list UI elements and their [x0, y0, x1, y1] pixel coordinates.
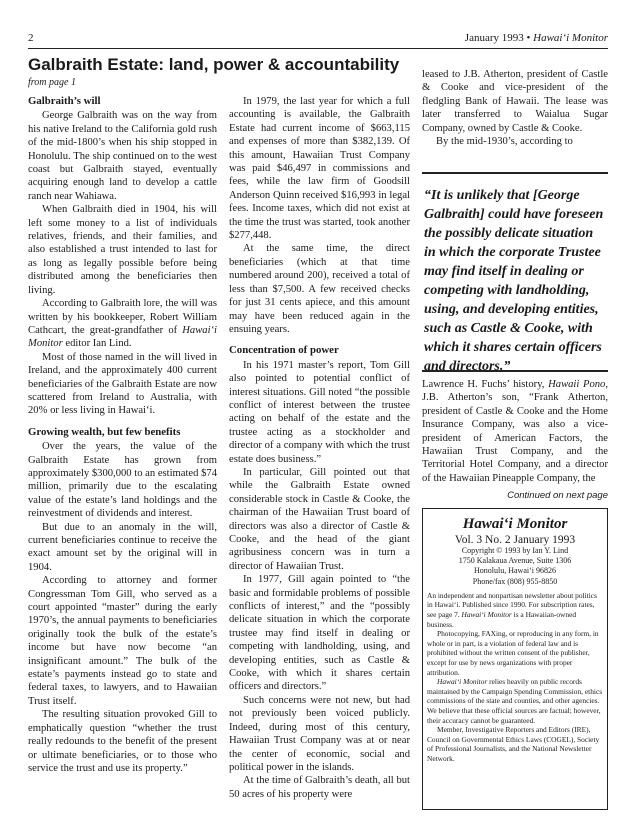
article-column-3-top	[422, 68, 608, 148]
paragraph: According to attorney and former Congressman Tom Gill, who served as a court appointed “master” during the early 1970’s, the annual payments to beneficiaries originally took the bulk of the estate’s income but have now become “an insignificant amount.” The bulk of the estate’s payments instead go to state and federal taxes, to lawyers, and to Hawaiian Trust itself.	[28, 575, 217, 707]
continued-from-label: from page 1	[28, 77, 76, 88]
page-header	[28, 30, 608, 49]
continued-on-next-page: Continued on next page	[507, 490, 608, 501]
paragraph: By the mid-1930’s, according to	[436, 136, 573, 148]
issue-date: January 1993	[464, 32, 524, 44]
article-headline: Galbraith Estate: land, power & accountability	[28, 55, 400, 74]
infobox-paragraph: Hawai‘i Monitor relies heavily on public records maintained by the Campaign Spending Commission, ethics commissions of the state and counties, and other agencies. We believe that these official sources are factual; however, their accuracy cannot be guaranteed.	[427, 677, 603, 725]
section-heading: Galbraith’s will	[28, 95, 101, 107]
paragraph: Over the years, the value of the Galbraith Estate has grown from approximately $300,000 to an estimated $74 million, primarily due to the escalating value of the estate’s land holdings and the reinvestment of dividends and interest.	[28, 441, 217, 520]
pull-quote-text: “It is unlikely that [George Galbraith] could have foreseen the possibly delicate situation in which the corporate Trustee may find itself in dealing or competing with landholding, using, and developing entities, such as Castle & Cooke, with which it shares certain officers and directors.”	[424, 188, 604, 374]
paragraph: In 1979, the last year for which a full accounting is available, the Galbraith Estate had current income of $663,115 and expenses of more than $382,139. Of this amount, Hawaiian Trust Company was paid $46,497 in commissions and fees, while the law firm of Goodsill Anderson Quinn received $16,993 in legal fees. Income taxes, which did not exist at the time the trust was started, took another $277,448.	[229, 96, 410, 242]
paragraph: But due to an anomaly in the will, current beneficiaries continue to receive the exact amount set by the original will in 1904.	[28, 521, 217, 573]
infobox-phone: Phone/fax (808) 955-8850	[472, 576, 558, 586]
paragraph: Most of those named in the will lived in Ireland, and the approximately 400 current beneficiaries of the Galbraith Estate are now scattered from Ireland to Australia, with 20% or less living in Hawai‘i.	[28, 351, 217, 417]
paragraph: Lawrence H. Fuchs’ history, Hawaii Pono, J.B. Atherton’s son, “Frank Atherton, president of Castle & Cooke and the Home Insurance Company, was also a vice-president of American Factors, the Hawaiian Trust Company, and the Territorial Hotel Company, and a director of the Hawaiian Pineapple Company, the	[422, 379, 608, 484]
page-number: 2	[28, 32, 34, 44]
paragraph: At the same time, the direct beneficiaries (which at that time numbered around 200), received a total of less than $7,500. A few received checks for just 31 cents apiece, and this amount may have been reduced again in the ensuing years.	[229, 243, 410, 335]
masthead-info-box	[422, 508, 608, 810]
book-title-inline: Hawaii Pono	[548, 379, 606, 390]
paragraph: Such concerns were not new, but had not previously been voiced publicly. Indeed, during most of this century, Hawaiian Trust Company was at or near the center of economic, social and political power in the islands.	[229, 694, 410, 773]
infobox-copyright: Copyright © 1993 by Ian Y. Lind	[461, 546, 569, 555]
paragraph: In particular, Gill pointed out that while the Galbraith Estate owned considerable stock in Castle & Cooke, the chairman of the Hawaiian Trust board of directors was also a director of Castle & Cooke, and the head of the giant agribusiness concern was in turn a director of Hawaiian Trust.	[229, 466, 410, 572]
running-masthead	[465, 32, 608, 44]
paragraph: The resulting situation provoked Gill to emphatically question “whether the trust really redounds to the benefit of the present or ultimate beneficiaries, or to those who service the trust and use its property.”	[28, 709, 217, 774]
pull-quote	[422, 172, 608, 372]
article-column-3-bottom	[422, 378, 608, 485]
infobox-address-line-1: 1750 Kalakaua Avenue, Suite 1306	[458, 556, 572, 566]
paragraph: When Galbraith died in 1904, his will left some money to a list of individuals relatives, friends, and their families, and also established a trust intended to last for as long as legally possible before being distributed among the beneficiaries then living.	[28, 204, 217, 296]
infobox-description	[427, 591, 603, 764]
paragraph: In 1977, Gill again pointed to “the basic and formidable problems of possible conflicts of interest,” and the “possibly delicate situation in which the corporate trustee may find itself in dealing or competing with landholding, using, and developing entities, such as Castle & Cooke, with which it shares certain officers and directors.”	[229, 574, 410, 693]
paragraph: leased to J.B. Atherton, president of Castle & Cooke and vice-president of the fledgling Bank of Hawaii. The lease was later transferred to Waialua Sugar Company, owned by Castle & Cooke.	[422, 69, 608, 134]
section-heading: Concentration of power	[229, 344, 339, 357]
infobox-paragraph: Photocopying, FAXing, or reproducing in any form, in whole or in part, is a violation of federal law and is prohibited without the written consent of the publisher, except for use by news organizations with proper attribution.	[427, 629, 599, 677]
infobox-paragraph: Member, Investigative Reporters and Editors (IRE), Council on Governmental Ethics Laws (COGEL), Society of Professional Journalists, and the National Newsletter Network.	[427, 725, 600, 763]
publication-name-inline: Hawai‘i Monitor	[28, 324, 217, 350]
article-column-1	[28, 95, 217, 775]
bullet-separator: •	[526, 32, 531, 44]
paragraph: George Galbraith was on the way from his native Ireland to the California gold rush of the mid-1800’s when his ship stopped in Honolulu. The ship continued on to the west coast but Galbraith stayed, eventually acquiring enough land to develop a cattle ranch near Wahiawa.	[28, 110, 217, 202]
article-column-2	[229, 95, 410, 801]
section-heading: Growing wealth, but few benefits	[28, 425, 181, 438]
infobox-title: Hawai‘i Monitor	[462, 516, 568, 532]
infobox-issue: Vol. 3 No. 2 January 1993	[454, 534, 576, 546]
paragraph: At the time of Galbraith’s death, all but 50 acres of his property were	[229, 775, 410, 800]
paragraph: In his 1971 master’s report, Tom Gill also pointed to potential conflict of interest situations. Gill noted “the possible conflict of interest between the trustee acting on behalf of the estate and the trustee acting as a stockholder and director of a company with which the trust estate does business.”	[229, 359, 410, 465]
publication-name: Hawai‘i Monitor	[533, 32, 608, 44]
paragraph: According to Galbraith lore, the will was written by his bookkeeper, Robert William Cathcart, the great-grandfather of Hawai‘i Monitor editor Ian Lind.	[28, 298, 217, 350]
infobox-paragraph: An independent and nonpartisan newsletter about politics in Hawai‘i. Published since 1990. For subscription rates, see page 7. Hawai‘i Monitor is a Hawaiian-owned business.	[427, 590, 597, 629]
infobox-address-line-2: Honolulu, Hawai‘i 96826	[474, 566, 556, 576]
